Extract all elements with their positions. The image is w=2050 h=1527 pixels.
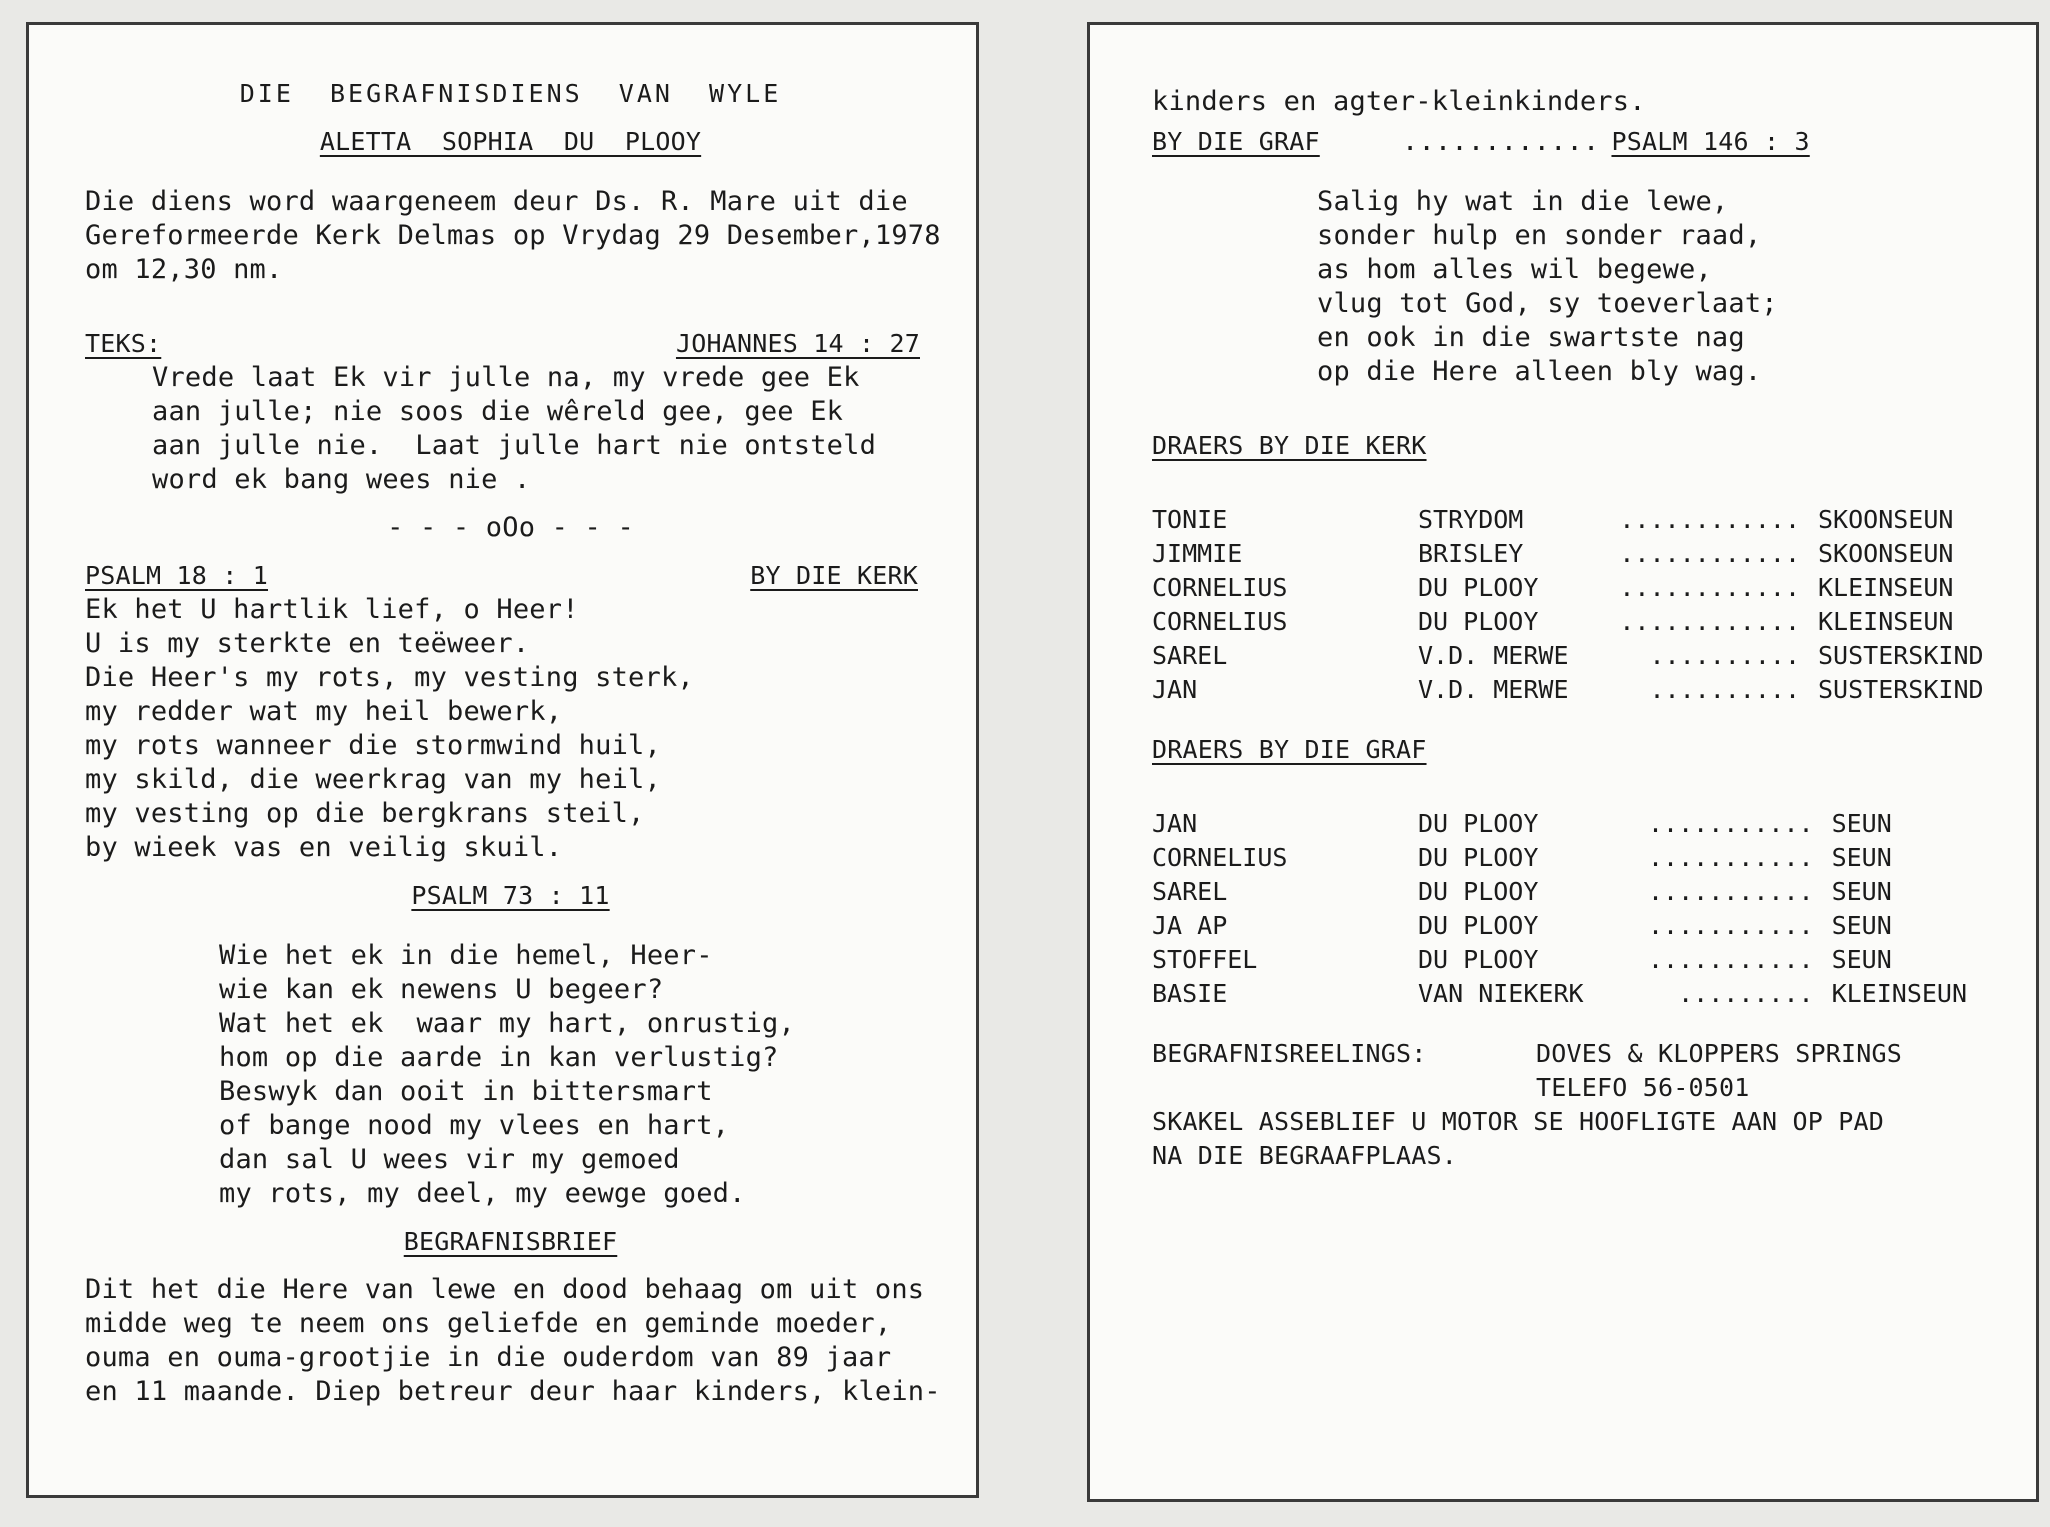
bearer-relation: SKOONSEUN [1818, 505, 1954, 534]
graf-bearers-title: DRAERS BY DIE GRAF [1152, 735, 1427, 764]
heading-service-of: DIE BEGRAFNISDIENS VAN WYLE [239, 79, 782, 108]
bearer-dots: ........... [1648, 945, 1814, 974]
graf-bearers-table [1152, 807, 1967, 1011]
bearer-first-name: JAN [1152, 809, 1198, 838]
funeral-label: BEGRAFNISREELINGS: [1152, 1039, 1427, 1068]
verse-line: sonder hulp en sonder raad, [1317, 220, 1762, 251]
bearer-relation: SUSTERSKIND [1818, 675, 1984, 704]
verse-line: my rots wanneer die stormwind huil, [85, 730, 661, 761]
verse-line: my rots, my deel, my eewge goed. [219, 1178, 746, 1209]
right-page [1087, 22, 2039, 1502]
bearer-dots: ............ [1619, 573, 1800, 602]
verse-line: U is my sterkte en teëweer. [85, 628, 530, 659]
bearer-dots: ............ [1619, 505, 1800, 534]
verse-line: Vrede laat Ek vir julle na, my vrede gee Ek [152, 362, 860, 393]
bearer-relation: KLEINSEUN [1831, 979, 1968, 1008]
verse-line: Wie het ek in die hemel, Heer- [219, 940, 713, 971]
bearer-dots: ........... [1648, 843, 1814, 872]
funeral-company: DOVES & KLOPPERS SPRINGS [1536, 1039, 1903, 1068]
psalm146-verse [1152, 185, 1996, 389]
verse-line: en ook in die swartste nag [1317, 322, 1745, 353]
bearer-surname: DU PLOOY [1418, 877, 1539, 906]
verse-line: aan julle; nie soos die wêreld gee, gee Ek [152, 396, 844, 427]
verse-line: as hom alles wil begewe, [1317, 254, 1712, 285]
verse-line: of bange nood my vlees en hart, [219, 1110, 730, 1141]
verse-line: vlug tot God, sy toeverlaat; [1317, 288, 1778, 319]
verse-line: dan sal U wees vir my gemoed [219, 1144, 680, 1175]
verse-line: my redder wat my heil bewerk, [85, 696, 563, 727]
psalm18-place: BY DIE KERK [750, 561, 918, 590]
brief-line: midde weg te neem ons geliefde en geminde moeder, [85, 1308, 892, 1339]
funeral-phone: TELEFO 56-0501 [1536, 1073, 1750, 1102]
divider: - - - oOo - - - [387, 512, 634, 543]
verse-line: Die Heer's my rots, my vesting sterk, [85, 662, 694, 693]
teks-label: TEKS: [85, 329, 162, 358]
bearer-dots: .......... [1649, 675, 1800, 704]
closing-line: SKAKEL ASSEBLIEF U MOTOR SE HOOFLIGTE AAN OP PAD [1152, 1107, 1885, 1136]
verse-line: word ek bang wees nie . [152, 464, 531, 495]
bearer-surname: DU PLOOY [1418, 843, 1539, 872]
bearer-surname: V.D. MERWE [1418, 675, 1569, 704]
verse-line: Salig hy wat in die lewe, [1317, 186, 1729, 217]
verse-line: wie kan ek newens U begeer? [219, 974, 664, 1005]
verse-line: my vesting op die bergkrans steil, [85, 798, 645, 829]
bearer-first-name: CORNELIUS [1152, 573, 1288, 602]
bearer-relation: SKOONSEUN [1818, 539, 1954, 568]
bearer-dots: ............ [1619, 607, 1800, 636]
psalm146-reference: PSALM 146 : 3 [1611, 127, 1810, 156]
kerk-bearers-title: DRAERS BY DIE KERK [1152, 431, 1427, 460]
bearer-surname: V.D. MERWE [1418, 641, 1569, 670]
bearer-first-name: JA AP [1152, 911, 1228, 940]
intro-line: om 12,30 nm. [85, 254, 283, 285]
bearer-dots: ........... [1648, 877, 1814, 906]
bearer-first-name: STOFFEL [1152, 945, 1258, 974]
psalm73-reference: PSALM 73 : 11 [411, 881, 610, 910]
bearer-first-name: SAREL [1152, 641, 1228, 670]
bearer-relation: SEUN [1831, 945, 1892, 974]
verse-line: Beswyk dan ooit in bittersmart [219, 1076, 713, 1107]
psalm18-reference: PSALM 18 : 1 [85, 561, 269, 590]
closing-instructions [1152, 1105, 1996, 1173]
intro-paragraph [85, 185, 941, 287]
table-row [1152, 841, 1967, 875]
bearer-relation: KLEINSEUN [1818, 607, 1954, 636]
verse-line: my skild, die weerkrag van my heil, [85, 764, 661, 795]
bearer-dots: .......... [1649, 641, 1800, 670]
left-page [26, 22, 979, 1498]
table-row [1152, 639, 1984, 673]
bearer-relation: KLEINSEUN [1818, 573, 1954, 602]
brief-paragraph [85, 1273, 941, 1409]
table-row [1152, 673, 1984, 707]
table-row [1152, 571, 1984, 605]
table-row [1152, 875, 1967, 909]
intro-line: Die diens word waargeneem deur Ds. R. Mare uit die [85, 186, 908, 217]
bearer-first-name: TONIE [1152, 505, 1228, 534]
bearer-relation: SEUN [1831, 911, 1892, 940]
bearer-surname: DU PLOOY [1418, 573, 1539, 602]
brief-line: ouma en ouma-grootjie in die ouderdom van 89 jaar [85, 1342, 892, 1373]
bearer-relation: SEUN [1831, 809, 1892, 838]
brief-line: en 11 maande. Diep betreur deur haar kinders, klein- [85, 1376, 941, 1407]
verse-line: hom op die aarde in kan verlustig? [219, 1042, 779, 1073]
heading-deceased-name: ALETTA SOPHIA DU PLOOY [319, 127, 702, 156]
bearer-dots: ......... [1678, 979, 1814, 1008]
verse-line: Ek het U hartlik lief, o Heer! [85, 594, 579, 625]
psalm73-verse [85, 939, 936, 1211]
table-row [1152, 943, 1967, 977]
kerk-bearers-table [1152, 503, 1984, 707]
bearer-first-name: SAREL [1152, 877, 1228, 906]
bearer-first-name: BASIE [1152, 979, 1228, 1008]
bearer-relation: SUSTERSKIND [1818, 641, 1984, 670]
closing-line: NA DIE BEGRAAFPLAAS. [1152, 1141, 1458, 1170]
bearer-first-name: CORNELIUS [1152, 607, 1288, 636]
bearer-first-name: JAN [1152, 675, 1198, 704]
bearer-surname: DU PLOOY [1418, 607, 1539, 636]
graf-dots: ............ [1402, 126, 1600, 157]
table-row [1152, 977, 1967, 1011]
table-row [1152, 909, 1967, 943]
intro-line: Gereformeerde Kerk Delmas op Vrydag 29 Desember,1978 [85, 220, 941, 251]
graf-heading-row [1152, 125, 1996, 159]
bearer-surname: STRYDOM [1418, 505, 1524, 534]
table-row [1152, 503, 1984, 537]
brief-line: Dit het die Here van lewe en dood behaag om uit ons [85, 1274, 925, 1305]
bearer-surname: DU PLOOY [1418, 945, 1539, 974]
brief-title: BEGRAFNISBRIEF [403, 1227, 618, 1256]
bearer-relation: SEUN [1831, 843, 1892, 872]
teks-verse [85, 361, 936, 497]
verse-line: Wat het ek waar my hart, onrustig, [219, 1008, 795, 1039]
verse-line: aan julle nie. Laat julle hart nie ontsteld [152, 430, 877, 461]
bearer-dots: ........... [1648, 809, 1814, 838]
bearer-surname: BRISLEY [1418, 539, 1524, 568]
table-row [1152, 807, 1967, 841]
table-row [1152, 605, 1984, 639]
bearer-first-name: JIMMIE [1152, 539, 1243, 568]
verse-line: op die Here alleen bly wag. [1317, 356, 1762, 387]
graf-label: BY DIE GRAF [1152, 127, 1320, 156]
bearer-surname: DU PLOOY [1418, 809, 1539, 838]
bearer-surname: VAN NIEKERK [1418, 979, 1584, 1008]
funeral-arrangements [1152, 1037, 1996, 1071]
bearer-first-name: CORNELIUS [1152, 843, 1288, 872]
continuation-line: kinders en agter-kleinkinders. [1152, 86, 1646, 117]
table-row [1152, 537, 1984, 571]
bearer-dots: ............ [1619, 539, 1800, 568]
teks-reference: JOHANNES 14 : 27 [675, 329, 920, 358]
bearer-dots: ........... [1648, 911, 1814, 940]
verse-line: by wieek vas en veilig skuil. [85, 832, 563, 863]
psalm18-verse [85, 593, 936, 865]
bearer-surname: DU PLOOY [1418, 911, 1539, 940]
bearer-relation: SEUN [1831, 877, 1892, 906]
